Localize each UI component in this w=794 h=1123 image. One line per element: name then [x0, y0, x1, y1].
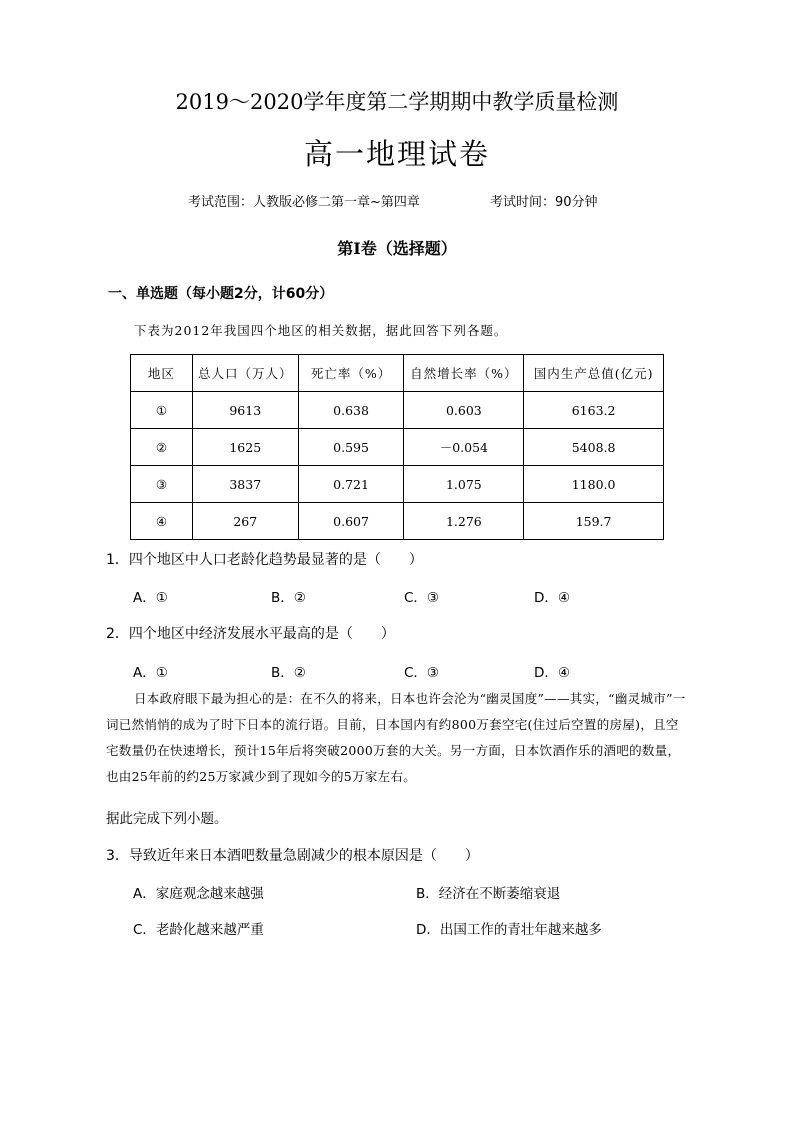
- table-cell: 9613: [192, 392, 298, 429]
- question-2-option-c[interactable]: C．③: [404, 665, 440, 681]
- table-header: 死亡率（%）: [298, 355, 404, 392]
- table-cell: ①: [131, 392, 193, 429]
- data-table: [130, 354, 664, 540]
- table-header-row: [131, 355, 664, 392]
- follow-up-instruction: 据此完成下列小题。: [106, 811, 228, 827]
- paper-title: 高一地理试卷: [303, 137, 490, 171]
- table-row: [131, 503, 664, 540]
- question-3-option-b[interactable]: B．经济在不断萎缩衰退: [416, 886, 561, 902]
- table-cell: 0.603: [404, 392, 524, 429]
- table-header: 自然增长率（%）: [404, 355, 524, 392]
- table-cell: ③: [131, 466, 193, 503]
- table-cell: 0.721: [298, 466, 404, 503]
- table-cell: 159.7: [524, 503, 664, 540]
- table-row: [131, 466, 664, 503]
- table-cell: 1180.0: [524, 466, 664, 503]
- question-2-stem: 2．四个地区中经济发展水平最高的是（ ）: [106, 626, 395, 642]
- question-1-option-c[interactable]: C．③: [404, 590, 440, 606]
- table-cell: 1.276: [404, 503, 524, 540]
- table-header: 地区: [131, 355, 193, 392]
- question-1-option-a[interactable]: A．①: [133, 590, 168, 606]
- exam-title: 2019～2020学年度第二学期期中教学质量检测: [175, 90, 619, 114]
- question-3-stem: 3．导致近年来日本酒吧数量急剧减少的根本原因是（ ）: [106, 848, 479, 864]
- table-cell: ②: [131, 429, 193, 466]
- part-heading: 一、单选题（每小题2分，计60分）: [108, 286, 334, 302]
- table-cell: －0.054: [404, 429, 524, 466]
- question-1-option-d[interactable]: D．④: [534, 590, 570, 606]
- table-cell: ④: [131, 503, 193, 540]
- table-cell: 0.595: [298, 429, 404, 466]
- question-1-option-b[interactable]: B．②: [271, 590, 306, 606]
- question-3-option-a[interactable]: A．家庭观念越来越强: [133, 886, 264, 902]
- table-cell: 3837: [192, 466, 298, 503]
- table-header: 总人口（万人）: [192, 355, 298, 392]
- question-3-option-c[interactable]: C．老龄化越来越严重: [133, 922, 264, 938]
- table-cell: 5408.8: [524, 429, 664, 466]
- exam-scope: 考试范围：人教版必修二第一章~第四章: [188, 195, 420, 210]
- question-2-option-b[interactable]: B．②: [271, 665, 306, 681]
- table-intro: 下表为2012年我国四个地区的相关数据，据此回答下列各题。: [134, 323, 508, 338]
- table-cell: 6163.2: [524, 392, 664, 429]
- table-header: 国内生产总值(亿元): [524, 355, 664, 392]
- section-title: 第Ⅰ卷（选择题）: [337, 239, 457, 258]
- table-cell: 1.075: [404, 466, 524, 503]
- question-3-option-d[interactable]: D．出国工作的青壮年越来越多: [416, 922, 602, 938]
- exam-time: 考试时间：90分钟: [490, 195, 598, 210]
- table-cell: 0.607: [298, 503, 404, 540]
- question-2-option-d[interactable]: D．④: [534, 665, 570, 681]
- question-2-option-a[interactable]: A．①: [133, 665, 168, 681]
- table-row: [131, 429, 664, 466]
- question-1-stem: 1．四个地区中人口老龄化趋势最显著的是（ ）: [106, 552, 423, 568]
- reading-passage: 日本政府眼下最为担心的是：在不久的将来，日本也许会沦为“幽灵国度”——其实，“幽灵城市”一词已然悄悄的成为了时下日本的流行语。目前，日本国内有约800万套空宅(住过后空置的房屋)，且空宅数量仍在快速增长，预计15年后将突破2000万套的大关。另一方面，日本饮酒作乐的酒吧的数量，也由25年前的约25万家减少到了现如今的5万家左右。: [106, 691, 686, 784]
- table-cell: 267: [192, 503, 298, 540]
- table-row: [131, 392, 664, 429]
- table-cell: 0.638: [298, 392, 404, 429]
- table-cell: 1625: [192, 429, 298, 466]
